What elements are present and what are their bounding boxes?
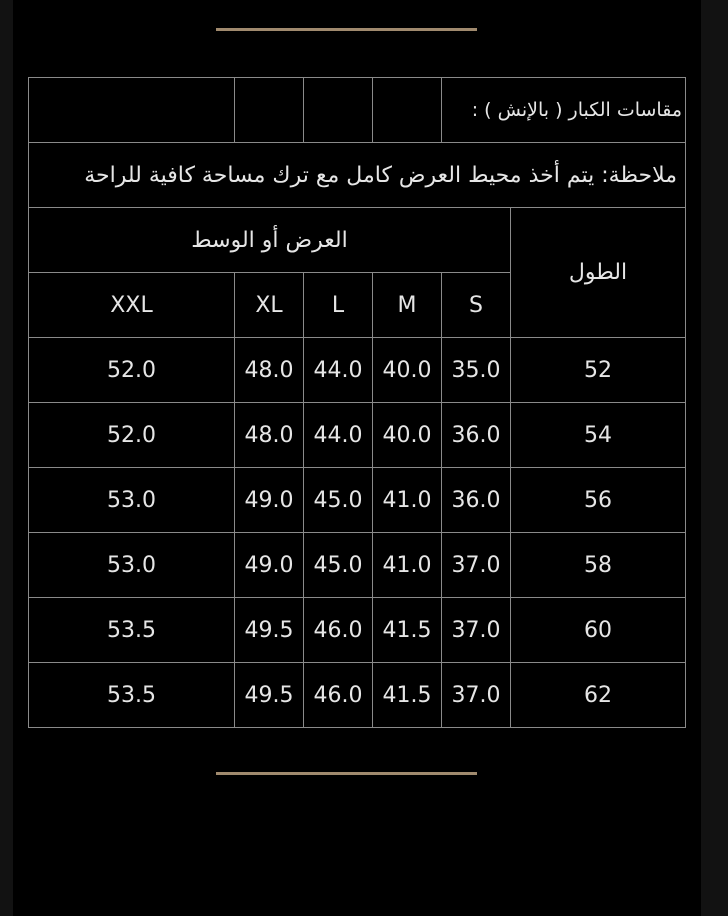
size-header-xxl: XXL: [29, 273, 235, 338]
length-cell: 52: [511, 338, 686, 403]
length-cell: 56: [511, 468, 686, 533]
length-cell: 54: [511, 403, 686, 468]
size-header-m: M: [373, 273, 442, 338]
value-cell: 48.0: [235, 403, 304, 468]
size-chart-table: [28, 77, 686, 728]
value-cell: 35.0: [442, 338, 511, 403]
width-header: العرض أو الوسط: [29, 208, 511, 273]
value-cell: 46.0: [304, 663, 373, 728]
table-row: [29, 663, 686, 728]
empty-cell: [304, 78, 373, 143]
empty-cell: [235, 78, 304, 143]
table-row: [29, 468, 686, 533]
value-cell: 41.5: [373, 663, 442, 728]
value-cell: 40.0: [373, 403, 442, 468]
value-cell: 52.0: [29, 338, 235, 403]
value-cell: 49.0: [235, 468, 304, 533]
table-header-row: [29, 208, 686, 273]
value-cell: 37.0: [442, 663, 511, 728]
value-cell: 41.0: [373, 533, 442, 598]
table-note: ملاحظة: يتم أخذ محيط العرض كامل مع ترك مساحة كافية للراحة: [29, 143, 686, 208]
table-row: [29, 598, 686, 663]
value-cell: 49.5: [235, 598, 304, 663]
value-cell: 45.0: [304, 468, 373, 533]
value-cell: 46.0: [304, 598, 373, 663]
value-cell: 36.0: [442, 403, 511, 468]
value-cell: 45.0: [304, 533, 373, 598]
page: [13, 0, 701, 916]
value-cell: 37.0: [442, 533, 511, 598]
value-cell: 48.0: [235, 338, 304, 403]
empty-cell: [373, 78, 442, 143]
value-cell: 49.0: [235, 533, 304, 598]
table-note-row: [29, 143, 686, 208]
value-cell: 53.0: [29, 468, 235, 533]
size-header-xl: XL: [235, 273, 304, 338]
value-cell: 49.5: [235, 663, 304, 728]
size-header-l: L: [304, 273, 373, 338]
table-row: [29, 338, 686, 403]
top-divider: [216, 28, 477, 31]
table-title-row: [29, 78, 686, 143]
length-cell: 62: [511, 663, 686, 728]
value-cell: 36.0: [442, 468, 511, 533]
empty-cell: [29, 78, 235, 143]
value-cell: 53.5: [29, 663, 235, 728]
value-cell: 37.0: [442, 598, 511, 663]
value-cell: 52.0: [29, 403, 235, 468]
value-cell: 41.0: [373, 468, 442, 533]
length-cell: 58: [511, 533, 686, 598]
value-cell: 44.0: [304, 338, 373, 403]
length-header: الطول: [511, 208, 686, 338]
table-row: [29, 403, 686, 468]
length-cell: 60: [511, 598, 686, 663]
value-cell: 53.0: [29, 533, 235, 598]
value-cell: 41.5: [373, 598, 442, 663]
bottom-divider: [216, 772, 477, 775]
size-header-s: S: [442, 273, 511, 338]
table-row: [29, 533, 686, 598]
value-cell: 53.5: [29, 598, 235, 663]
table-title: مقاسات الكبار ( بالإنش ) :: [442, 78, 686, 143]
value-cell: 44.0: [304, 403, 373, 468]
value-cell: 40.0: [373, 338, 442, 403]
